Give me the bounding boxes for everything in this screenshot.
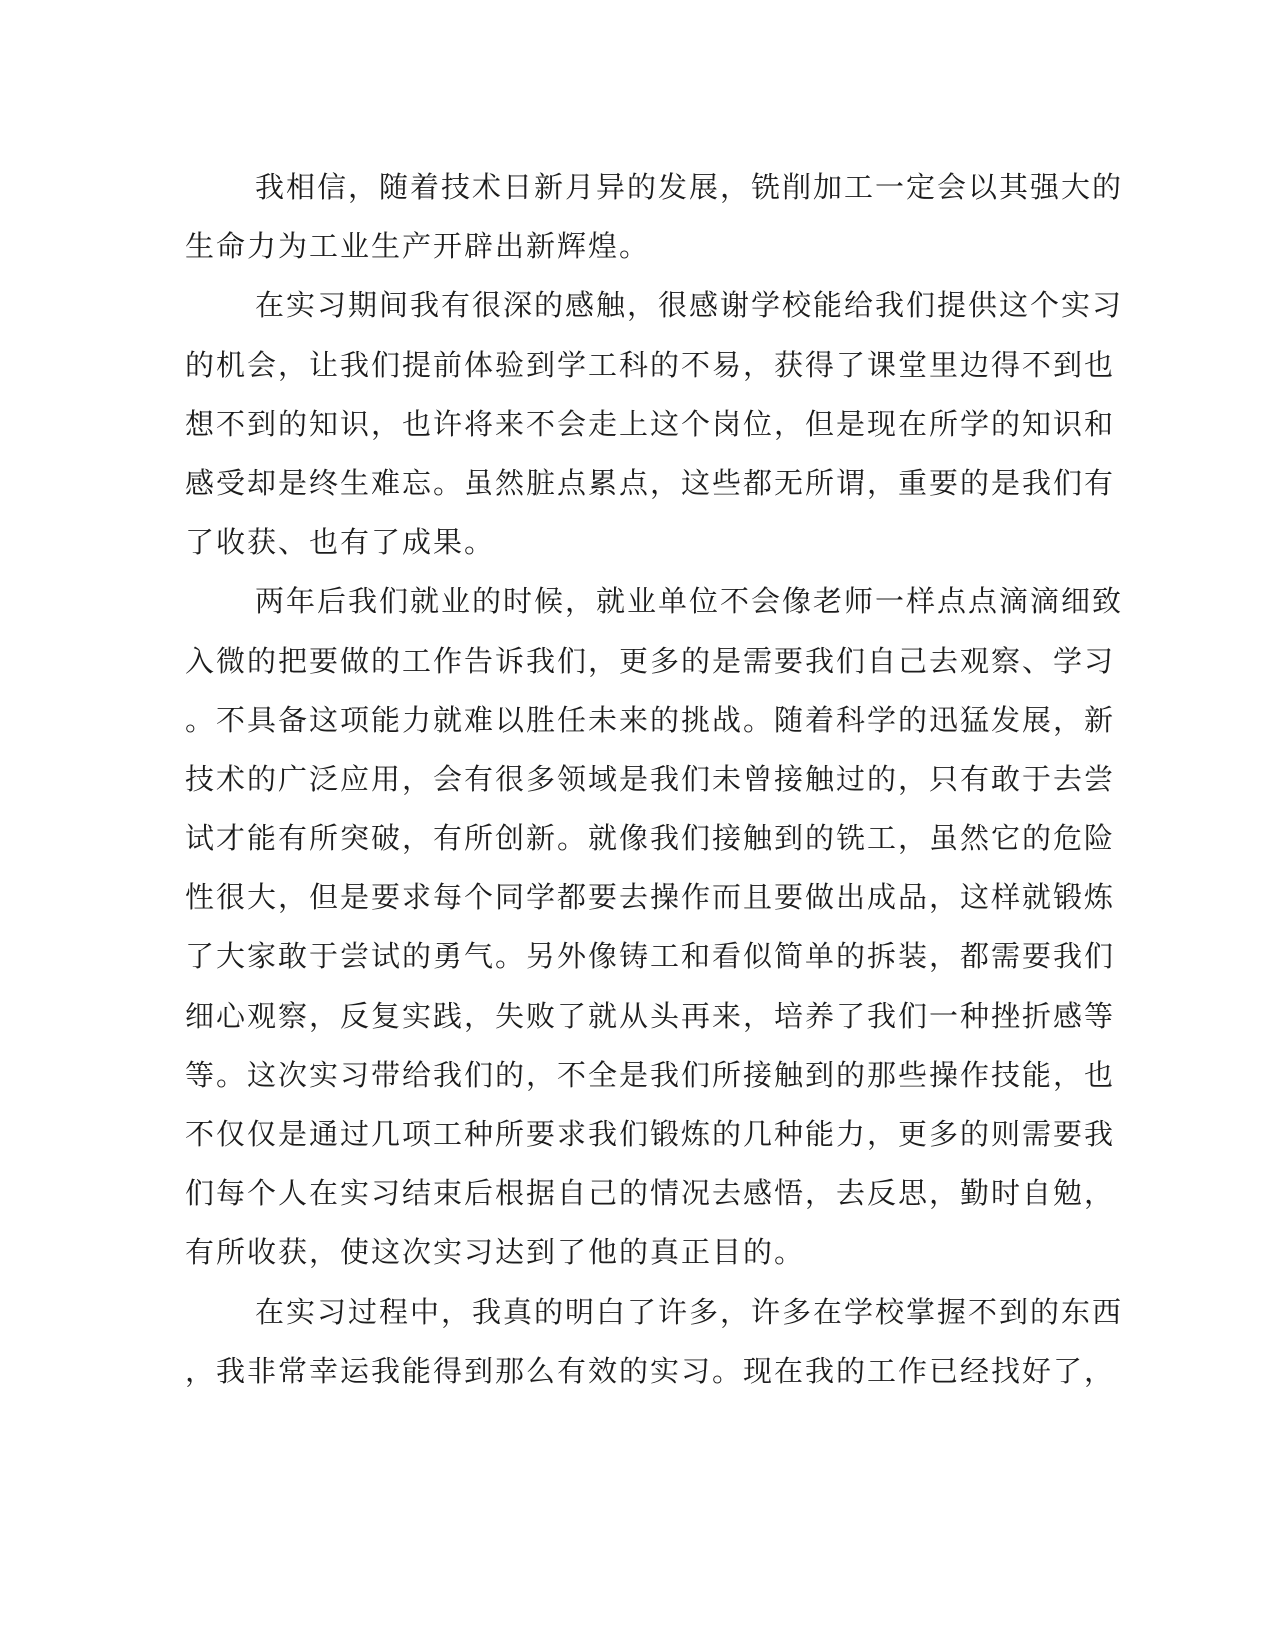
text-line: 了大家敢于尝试的勇气。另外像铸工和看似简单的拆装，都需要我们: [185, 939, 1116, 974]
text-line: 性很大，但是要求每个同学都要去操作而且要做出成品，这样就锻炼: [185, 880, 1116, 915]
text-line: ，我非常幸运我能得到那么有效的实习。现在我的工作已经找好了，: [185, 1353, 1116, 1388]
text-line: 在实习期间我有很深的感触，很感谢学校能给我们提供这个实习: [255, 288, 1124, 323]
text-line: 感受却是终生难忘。虽然脏点累点，这些都无所谓，重要的是我们有: [185, 465, 1116, 500]
paragraph-3: [185, 572, 1124, 1282]
text-line: 不仅仅是通过几项工种所要求我们锻炼的几种能力，更多的则需要我: [185, 1117, 1116, 1151]
text-line: 技术的广泛应用，会有很多领域是我们未曾接触过的，只有敢于去尝: [185, 761, 1116, 796]
paragraph-2: [185, 276, 1124, 572]
text-line: 入微的把要做的工作告诉我们，更多的是需要我们自己去观察、学习: [185, 643, 1116, 678]
text-line: 等。这次实习带给我们的，不全是我们所接触到的那些操作技能，也: [185, 1057, 1116, 1092]
text-line: 想不到的知识，也许将来不会走上这个岗位，但是现在所学的知识和: [185, 406, 1116, 441]
paragraph-4: [185, 1283, 1124, 1401]
document-body: [185, 158, 1124, 1401]
text-line: 了收获、也有了成果。: [185, 525, 496, 560]
paragraph-1: [185, 158, 1124, 276]
text-line: 两年后我们就业的时候，就业单位不会像老师一样点点滴滴细致: [255, 584, 1124, 619]
text-line: 细心观察，反复实践，失败了就从头再来，培养了我们一种挫折感等: [185, 998, 1116, 1033]
text-line: 我相信，随着技术日新月异的发展，铣削加工一定会以其强大的: [255, 170, 1124, 204]
text-line: 生命力为工业生产开辟出新辉煌。: [185, 229, 651, 264]
text-line: 们每个人在实习结束后根据自己的情况去感悟，去反思，勤时自勉，: [185, 1176, 1116, 1211]
text-line: 试才能有所突破，有所创新。就像我们接触到的铣工，虽然它的危险: [185, 821, 1116, 856]
text-line: 在实习过程中，我真的明白了许多，许多在学校掌握不到的东西: [255, 1294, 1124, 1329]
text-line: 。不具备这项能力就难以胜任未来的挑战。随着科学的迅猛发展，新: [185, 702, 1116, 737]
text-line: 的机会，让我们提前体验到学工科的不易，获得了课堂里边得不到也: [185, 347, 1116, 382]
text-line: 有所收获，使这次实习达到了他的真正目的。: [185, 1235, 806, 1270]
